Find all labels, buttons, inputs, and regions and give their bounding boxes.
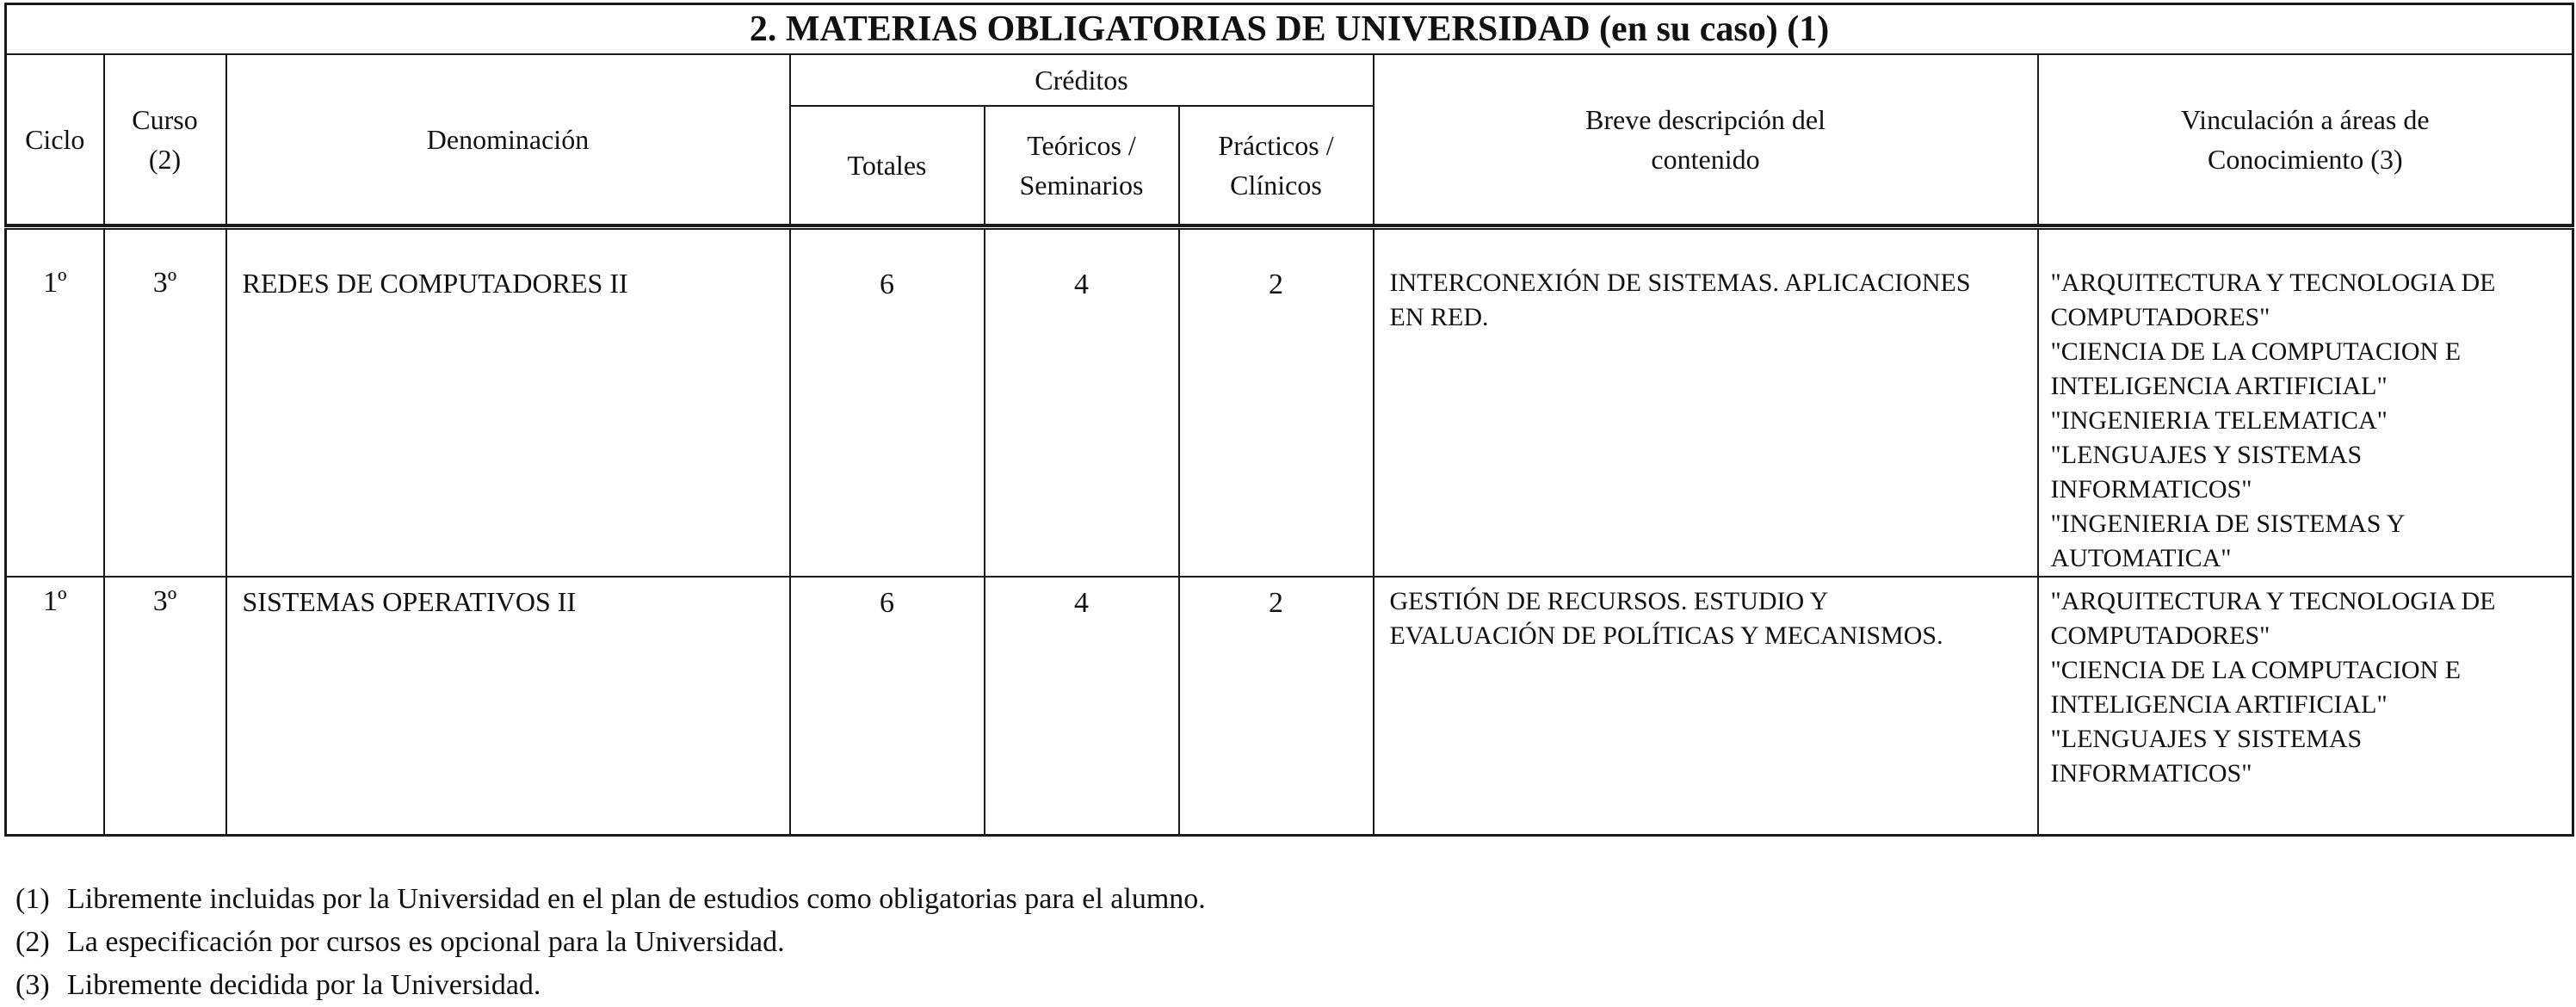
header-totales — [790, 106, 985, 225]
cell-descripcion — [1374, 577, 2038, 835]
footnotes — [15, 878, 1206, 1007]
descripcion-text — [1374, 266, 2037, 335]
footnote-text: Libremente decidida por la Universidad. — [67, 969, 541, 1001]
area-line: INFORMATICOS" — [2050, 475, 2252, 504]
header-practicos-line2: Clínicos — [1230, 170, 1322, 201]
cell-descripcion — [1374, 228, 2038, 578]
area-line: INFORMATICOS" — [2050, 759, 2252, 788]
header-descripcion — [1374, 54, 2038, 225]
footnote-item — [15, 921, 1206, 964]
table-title: 2. MATERIAS OBLIGATORIAS DE UNIVERSIDAD (en su caso) (1) — [6, 4, 2573, 55]
footnote-number: (3) — [15, 969, 50, 1001]
footnote-item — [15, 964, 1206, 1007]
area-line: "INGENIERIA DE SISTEMAS Y — [2050, 510, 2406, 538]
header-teoricos-line2: Seminarios — [1019, 170, 1144, 201]
footnote-number: (2) — [15, 926, 50, 958]
header-curso-line1: Curso — [132, 104, 198, 135]
footnote-item — [15, 878, 1206, 921]
header-descripcion-line1: Breve descripción del — [1585, 104, 1825, 135]
descripcion-line: INTERCONEXIÓN DE SISTEMAS. APLICACIONES — [1389, 269, 1971, 297]
header-ciclo — [6, 54, 104, 225]
header-ciclo-label: Ciclo — [25, 124, 85, 155]
areas-text — [2039, 584, 2573, 791]
header-denominacion-label: Denominación — [426, 124, 590, 155]
area-line: "CIENCIA DE LA COMPUTACION E — [2050, 337, 2462, 366]
cell-teoricos: 4 — [985, 577, 1179, 835]
header-vinculacion-line2: Conocimiento (3) — [2207, 144, 2403, 175]
area-line: "ARQUITECTURA Y TECNOLOGIA DE — [2050, 269, 2496, 297]
descripcion-text — [1374, 584, 2037, 653]
cell-totales: 6 — [790, 228, 985, 578]
footnote-number: (1) — [15, 883, 50, 915]
materias-table — [4, 3, 2574, 837]
cell-practicos: 2 — [1179, 577, 1374, 835]
header-practicos — [1179, 106, 1374, 225]
area-line: COMPUTADORES" — [2050, 621, 2270, 650]
header-curso-line2: (2) — [148, 144, 182, 175]
header-vinculacion-line1: Vinculación a áreas de — [2180, 104, 2430, 135]
area-line: AUTOMATICA" — [2050, 544, 2232, 572]
cell-denominacion: REDES DE COMPUTADORES II — [226, 228, 790, 578]
footnote-text: La especificación por cursos es opcional para la Universidad. — [67, 926, 785, 958]
cell-teoricos: 4 — [985, 228, 1179, 578]
header-curso — [104, 54, 226, 225]
header-teoricos-line1: Teóricos / — [1027, 130, 1136, 161]
table-row — [6, 228, 2573, 578]
cell-curso: 3º — [104, 577, 226, 835]
cell-curso: 3º — [104, 228, 226, 578]
areas-text — [2039, 266, 2573, 576]
descripcion-line: EN RED. — [1389, 303, 1489, 331]
area-line: "CIENCIA DE LA COMPUTACION E — [2050, 656, 2462, 684]
area-line: "LENGUAJES Y SISTEMAS — [2050, 441, 2363, 469]
header-totales-label: Totales — [847, 150, 927, 181]
descripcion-line: EVALUACIÓN DE POLÍTICAS Y MECANISMOS. — [1389, 621, 1943, 650]
area-line: "ARQUITECTURA Y TECNOLOGIA DE — [2050, 587, 2496, 615]
area-line: "INGENIERIA TELEMATICA" — [2050, 406, 2388, 435]
header-creditos — [790, 54, 1374, 106]
cell-ciclo: 1º — [6, 577, 104, 835]
cell-practicos: 2 — [1179, 228, 1374, 578]
footnote-text: Libremente incluidas por la Universidad en el plan de estudios como obligatorias para el alumno. — [67, 883, 1206, 915]
cell-totales: 6 — [790, 577, 985, 835]
descripcion-line: GESTIÓN DE RECURSOS. ESTUDIO Y — [1389, 587, 1829, 615]
area-line: "LENGUAJES Y SISTEMAS — [2050, 725, 2363, 753]
cell-denominacion: SISTEMAS OPERATIVOS II — [226, 577, 790, 835]
cell-areas — [2038, 228, 2573, 578]
header-practicos-line1: Prácticos / — [1218, 130, 1334, 161]
area-line: INTELIGENCIA ARTIFICIAL" — [2050, 690, 2388, 719]
header-descripcion-line2: contenido — [1651, 144, 1760, 175]
cell-areas — [2038, 577, 2573, 835]
area-line: COMPUTADORES" — [2050, 303, 2270, 331]
header-vinculacion — [2038, 54, 2573, 225]
cell-ciclo: 1º — [6, 228, 104, 578]
header-creditos-label: Créditos — [1035, 65, 1128, 96]
header-teoricos — [985, 106, 1179, 225]
table-row — [6, 577, 2573, 835]
area-line: INTELIGENCIA ARTIFICIAL" — [2050, 372, 2388, 400]
header-denominacion — [226, 54, 790, 225]
